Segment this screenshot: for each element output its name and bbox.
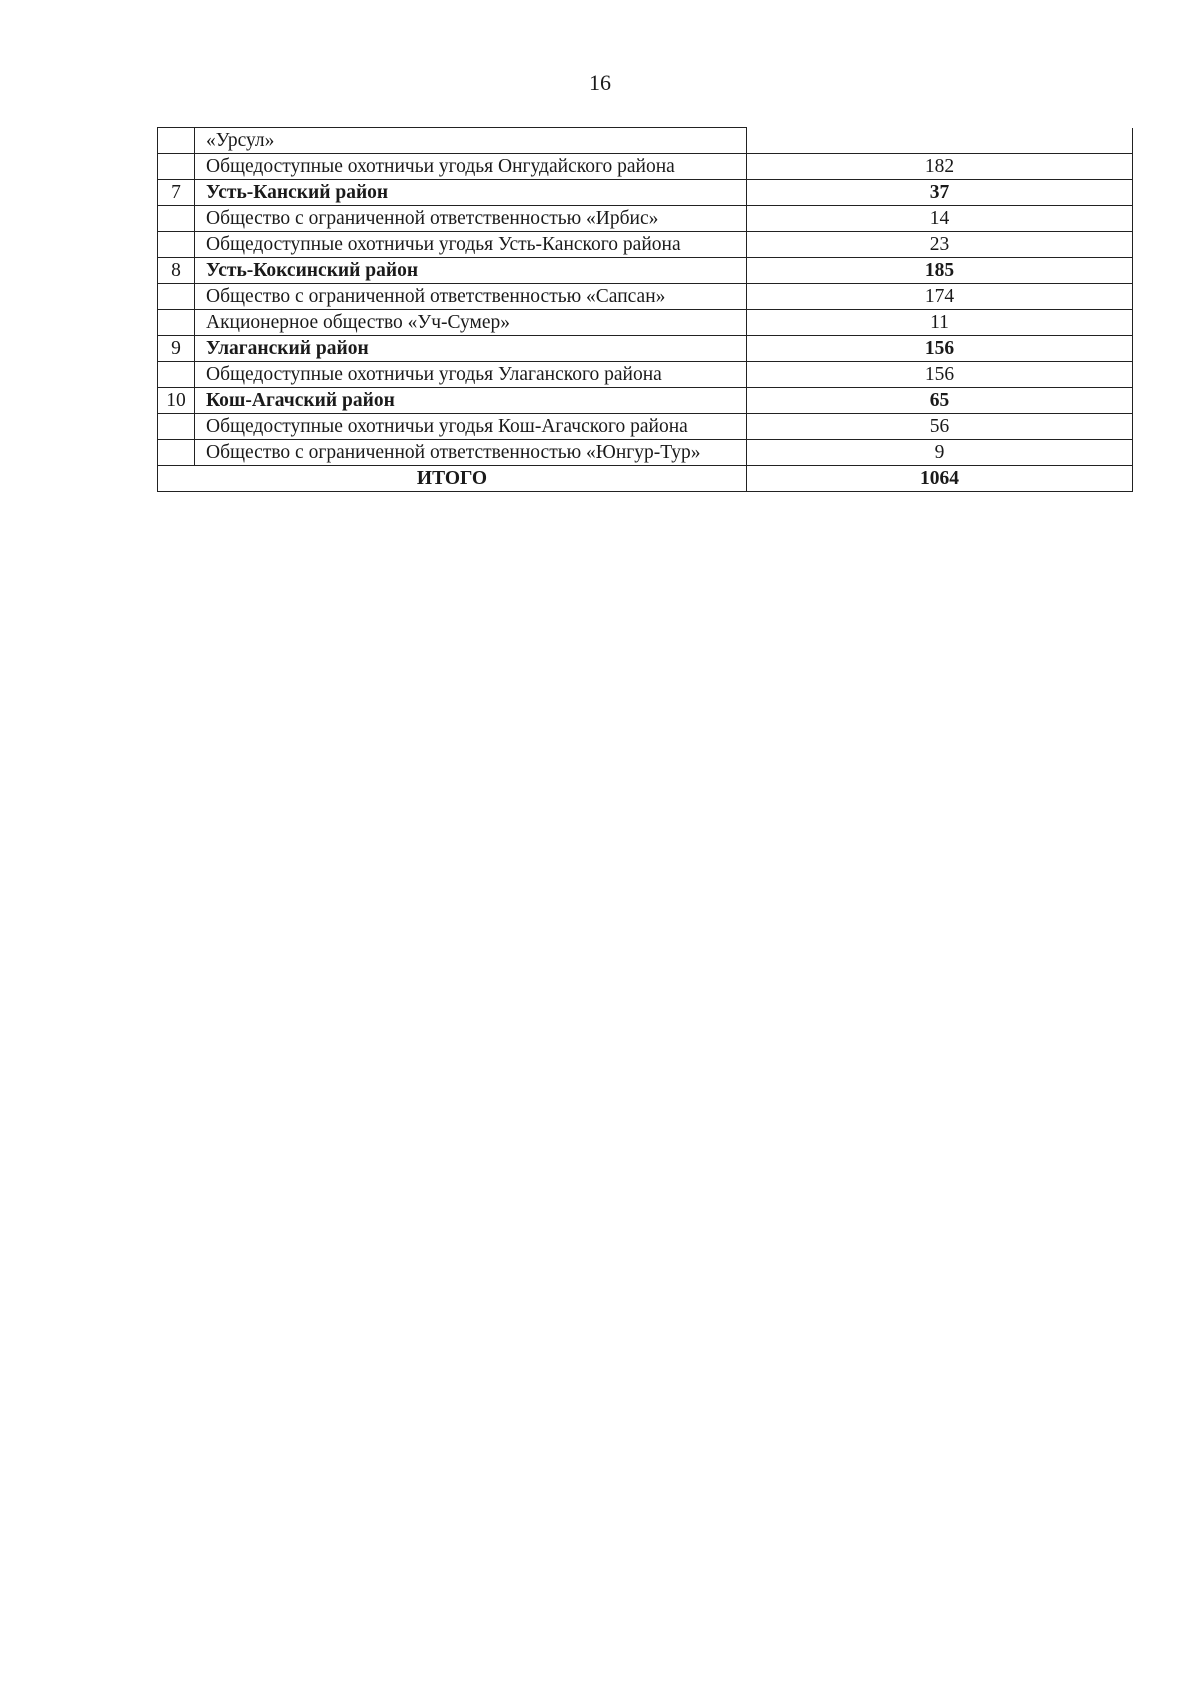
row-value: 14 bbox=[747, 206, 1133, 232]
row-number bbox=[158, 362, 195, 388]
row-name: Общество с ограниченной ответственностью «Ирбис» bbox=[195, 206, 747, 232]
row-name: Общедоступные охотничьи угодья Улаганского района bbox=[195, 362, 747, 388]
table-row-district bbox=[158, 336, 1133, 362]
row-name: Усть-Канский район bbox=[195, 180, 747, 206]
table-row bbox=[158, 362, 1133, 388]
total-value: 1064 bbox=[747, 466, 1133, 492]
row-name: Общедоступные охотничьи угодья Усть-Канского района bbox=[195, 232, 747, 258]
row-value: 174 bbox=[747, 284, 1133, 310]
row-number bbox=[158, 154, 195, 180]
row-value: 56 bbox=[747, 414, 1133, 440]
row-name: Усть-Коксинский район bbox=[195, 258, 747, 284]
table-row-total bbox=[158, 466, 1133, 492]
row-value: 65 bbox=[747, 388, 1133, 414]
row-number bbox=[158, 310, 195, 336]
row-number bbox=[158, 232, 195, 258]
row-name: Общедоступные охотничьи угодья Кош-Агачского района bbox=[195, 414, 747, 440]
row-number bbox=[158, 440, 195, 466]
row-name: Общество с ограниченной ответственностью «Сапсан» bbox=[195, 284, 747, 310]
row-value: 23 bbox=[747, 232, 1133, 258]
table-row-district bbox=[158, 388, 1133, 414]
total-label: ИТОГО bbox=[158, 466, 747, 492]
row-name: Общедоступные охотничьи угодья Онгудайского района bbox=[195, 154, 747, 180]
row-value: 182 bbox=[747, 154, 1133, 180]
row-value: 156 bbox=[747, 336, 1133, 362]
row-number: 9 bbox=[158, 336, 195, 362]
row-value: 9 bbox=[747, 440, 1133, 466]
table-row-district bbox=[158, 180, 1133, 206]
row-number: 10 bbox=[158, 388, 195, 414]
row-value: 156 bbox=[747, 362, 1133, 388]
row-number bbox=[158, 128, 195, 154]
row-name: Общество с ограниченной ответственностью «Юнгур-Тур» bbox=[195, 440, 747, 466]
row-name: Кош-Агачский район bbox=[195, 388, 747, 414]
row-number: 8 bbox=[158, 258, 195, 284]
row-value: 185 bbox=[747, 258, 1133, 284]
table-row bbox=[158, 232, 1133, 258]
table-row bbox=[158, 310, 1133, 336]
row-number bbox=[158, 414, 195, 440]
table-row bbox=[158, 154, 1133, 180]
row-name: «Урсул» bbox=[195, 128, 747, 154]
row-value: 11 bbox=[747, 310, 1133, 336]
data-table bbox=[157, 127, 1133, 492]
row-name: Улаганский район bbox=[195, 336, 747, 362]
row-number: 7 bbox=[158, 180, 195, 206]
row-name: Акционерное общество «Уч-Сумер» bbox=[195, 310, 747, 336]
row-value bbox=[747, 128, 1133, 154]
table-row bbox=[158, 440, 1133, 466]
table-row bbox=[158, 206, 1133, 232]
row-number bbox=[158, 206, 195, 232]
table-row-district bbox=[158, 258, 1133, 284]
table-row bbox=[158, 284, 1133, 310]
table-row bbox=[158, 414, 1133, 440]
row-value: 37 bbox=[747, 180, 1133, 206]
table-row bbox=[158, 128, 1133, 154]
row-number bbox=[158, 284, 195, 310]
page-number: 16 bbox=[589, 70, 611, 95]
